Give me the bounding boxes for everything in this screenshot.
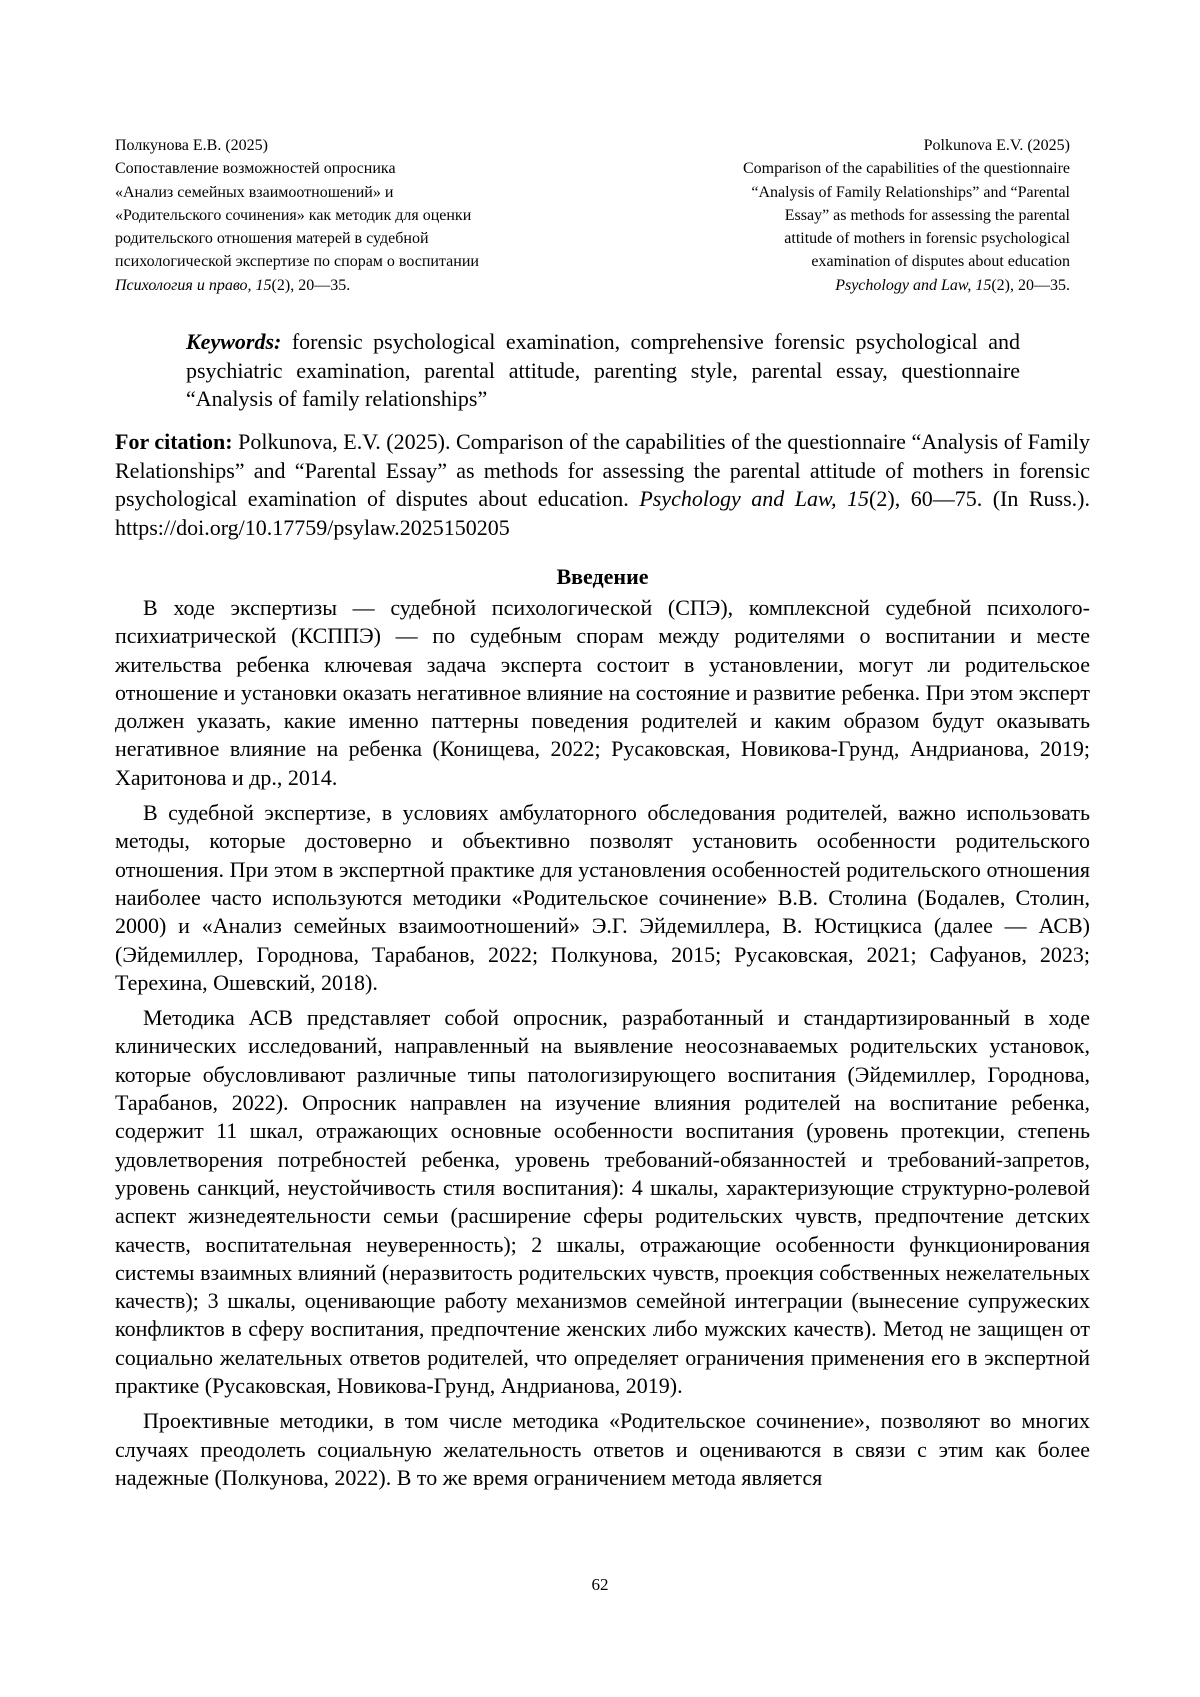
keywords-block xyxy=(186,328,1020,414)
reference-ru-line: психологической экспертизе по спорам о воспитании xyxy=(115,253,479,271)
body-paragraph: Проективные методики, в том числе методика «Родительское сочинение», позволяют во многих случаях преодолеть социальную желательность ответов и оцениваются в связи с этим как более надежные (Полкунова, 2022). В то же время ограничением метода является xyxy=(115,1408,1090,1490)
reference-ru-journal-line xyxy=(115,274,595,297)
reference-en-line: attitude of mothers in forensic psychological xyxy=(784,230,1070,248)
reference-ru-line: Сопоставление возможностей опросника xyxy=(115,160,396,178)
reference-en-line: Polkunova E.V. (2025) xyxy=(923,137,1070,154)
reference-russian xyxy=(115,134,595,297)
reference-en-line: “Analysis of Family Relationships” and “Parental xyxy=(751,183,1070,201)
reference-ru-journal: Психология и право, 15 xyxy=(115,276,272,294)
reference-ru-line: Полкунова Е.В. (2025) xyxy=(115,137,268,154)
reference-en-journal-line xyxy=(600,274,1070,297)
citation-text: Polkunova, E.V. (2025). Comparison of the capabilities of the questionnaire “Analysis of Family Relationships” and “Parental Essay” as methods for assessing the parental attitude of mothers in forensic psychological examination of disputes about education. xyxy=(115,429,1090,511)
keywords-text: forensic psychological examination, comprehensive forensic psychological and psychiatric examination, parental attitude, parenting style, parental essay, questionnaire “Analysis of family relationships” xyxy=(186,329,1020,411)
reference-en-line: Essay” as methods for assessing the parental xyxy=(784,206,1070,224)
reference-ru-line: родительского отношения матерей в судебной xyxy=(115,230,429,248)
body-paragraph: Методика АСВ представляет собой опросник, разработанный и стандартизированный в ходе клинических исследований, направленный на выявление неосознаваемых родительских установок, которые обусловливают различные типы патологизирующего воспитания (Эйдемиллер, Городнова, Тарабанов, 2022). Опросник направлен на изучение влияния родителей на воспитание ребенка, содержит 11 шкал, отражающих основные особенности воспитания (уровень протекции, степень удовлетворения потребностей ребенка, уровень требований-обязанностей и требований-запретов, уровень санкций, неустойчивость стиля воспитания): 4 шкалы, характеризующие структурно-ролевой аспект жизнедеятельности семьи (расширение сферы родительских чувств, предпочтение детских качеств, воспитательная неуверенность); 2 шкалы, отражающие особенности функционирования системы взаимных влияний (неразвитость родительских чувств, проекция собственных нежелательных качеств); 3 шкалы, оценивающие работу механизмов семейной интеграции (вынесение супружеских конфликтов в сферу воспитания, предпочтение женских либо мужских качеств). Метод не защищен от социально желательных ответов родителей, что определяет ограничения применения его в экспертной практике (Русаковская, Новикова-Грунд, Андрианова, 2019). xyxy=(115,1005,1090,1399)
keywords-label: Keywords: xyxy=(186,329,282,354)
citation-label: For citation: xyxy=(115,429,233,454)
reference-en-line: Comparison of the capabilities of the questionnaire xyxy=(742,160,1070,178)
article-reference-header xyxy=(115,134,1070,297)
body-paragraph: В судебной экспертизе, в условиях амбулаторного обследования родителей, важно использовать методы, которые достоверно и объективно позволят установить особенности родительского отношения. При этом в экспертной практике для установления особенностей родительского отношения наиболее часто используются методики «Родительское сочинение» В.В. Столина (Бодалев, Столин, 2000) и «Анализ семейных взаимоотношений» Э.Г. Эйдемиллера, В. Юстицкиса (далее — АСВ) (Эйдемиллер, Городнова, Тарабанов, 2022; Полкунова, 2015; Русаковская, 2021; Сафуанов, 2023; Терехина, Ошевский, 2018). xyxy=(115,800,1090,995)
citation-tail: (2), 60—75. (In Russ.). https://doi.org/10.17759/psylaw.2025150205 xyxy=(115,486,1090,540)
reference-ru-line: «Родительского сочинения» как методик для оценки xyxy=(115,206,472,224)
citation-block xyxy=(115,428,1090,542)
reference-en-issue: (2), 20—35. xyxy=(991,276,1070,294)
section-heading: Введение xyxy=(556,564,649,589)
reference-ru-line: «Анализ семейных взаимоотношений» и xyxy=(115,183,394,201)
citation-journal: Psychology and Law, 15 xyxy=(639,486,870,511)
reference-en-journal: Psychology and Law, 15 xyxy=(835,276,992,294)
page-number: 62 xyxy=(591,1575,609,1594)
reference-en-line: examination of disputes about education xyxy=(811,253,1070,271)
body-text xyxy=(115,594,1090,1499)
reference-ru-issue: (2), 20—35. xyxy=(271,276,351,294)
reference-english xyxy=(600,134,1070,297)
body-paragraph: В ходе экспертизы — судебной психологической (СПЭ), комплексной судебной психолого-психиатрической (КСППЭ) — по судебным спорам между родителями о воспитании и месте жительства ребенка ключевая задача эксперта состоит в установлении, могут ли родительское отношение и установки оказать негативное влияние на состояние и развитие ребенка. При этом эксперт должен указать, какие именно паттерны поведения родителей и каким образом будут оказывать негативное влияние на ребенка (Конищева, 2022; Русаковская, Новикова-Грунд, Андрианова, 2019; Харитонова и др., 2014. xyxy=(115,595,1090,790)
